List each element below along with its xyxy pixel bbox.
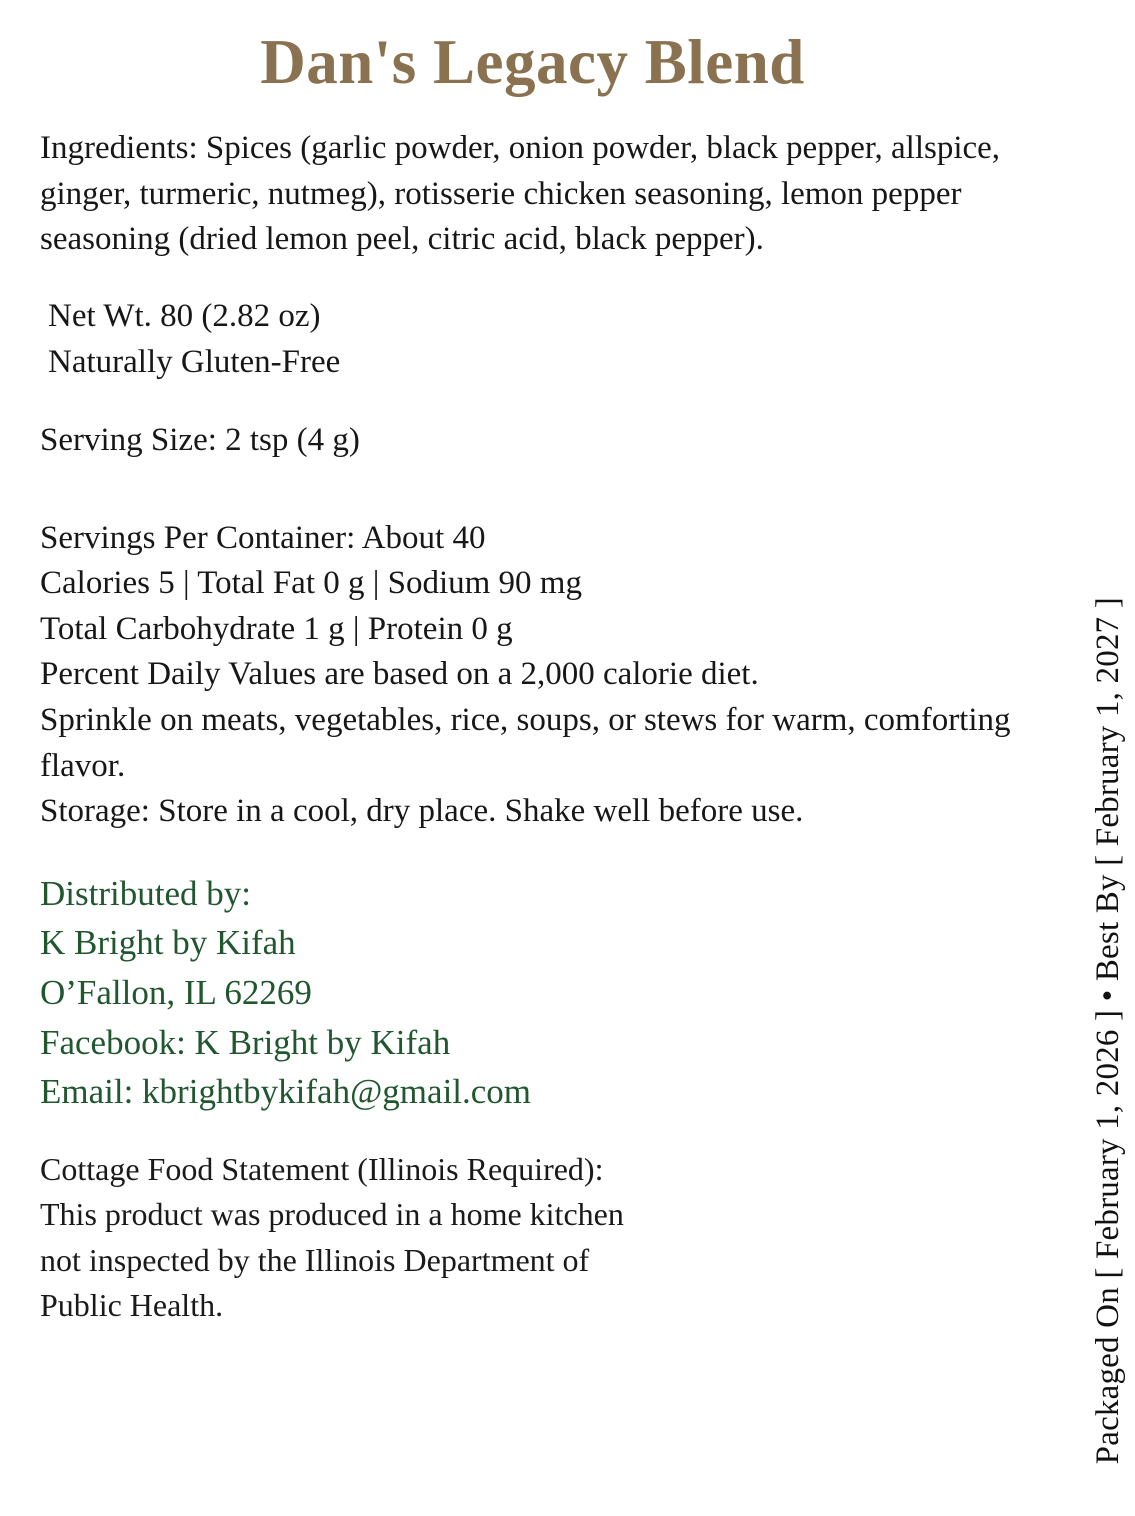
distributor-name: K Bright by Kifah	[40, 923, 296, 963]
calories-line-text: Calories 5 | Total Fat 0 g | Sodium 90 mg	[40, 565, 582, 602]
cottage-statement-line-1: This product was produced in a home kitchen	[40, 1196, 624, 1233]
distributed-by-heading: Distributed by:	[40, 873, 251, 913]
usage-suggestion-text: Sprinkle on meats, vegetables, rice, soups, or stews for warm, comforting flavor.	[40, 701, 1011, 784]
servings-per-container-text: Servings Per Container: About 40	[40, 519, 486, 556]
storage-instructions-text: Storage: Store in a cool, dry place. Shake well before use.	[40, 793, 804, 830]
email-address: Email: kbrightbykifah@gmail.com	[40, 1072, 532, 1112]
net-weight-text: Net Wt. 80 (2.82 oz)	[48, 297, 321, 334]
packaged-best-by-text: Packaged On [ February 1, 2026 ] • Best By [ February 1, 2027 ]	[1090, 596, 1126, 1464]
cottage-statement-heading: Cottage Food Statement (Illinois Required):	[40, 1151, 604, 1187]
label-content	[40, 120, 1040, 1329]
carbohydrate-line-text: Total Carbohydrate 1 g | Protein 0 g	[40, 610, 513, 647]
nutrition-facts	[40, 516, 1040, 835]
net-weight-group	[40, 293, 1040, 387]
distributor-city-state-zip: O’Fallon, IL 62269	[40, 972, 312, 1012]
cottage-statement-line-3: Public Health.	[40, 1287, 224, 1324]
cottage-food-statement	[40, 1147, 1040, 1329]
serving-size-text: Serving Size: 2 tsp (4 g)	[40, 422, 360, 459]
ingredients-text: Ingredients: Spices (garlic powder, onion powder, black pepper, allspice, ginger, turmeric, nutmeg), rotisserie chicken seasoning, lemon pepper seasoning (dried lemon peel, citric acid, black pepper).	[40, 130, 1001, 258]
gluten-free-text: Naturally Gluten-Free	[48, 344, 341, 381]
cottage-statement-line-2: not inspected by the Illinois Department of	[40, 1241, 590, 1278]
page-title: Dan's Legacy Blend	[260, 27, 805, 97]
distributor-block	[40, 869, 1040, 1117]
facebook-handle: Facebook: K Bright by Kifah	[40, 1022, 451, 1062]
daily-values-text: Percent Daily Values are based on a 2,000 calorie diet.	[40, 656, 759, 693]
